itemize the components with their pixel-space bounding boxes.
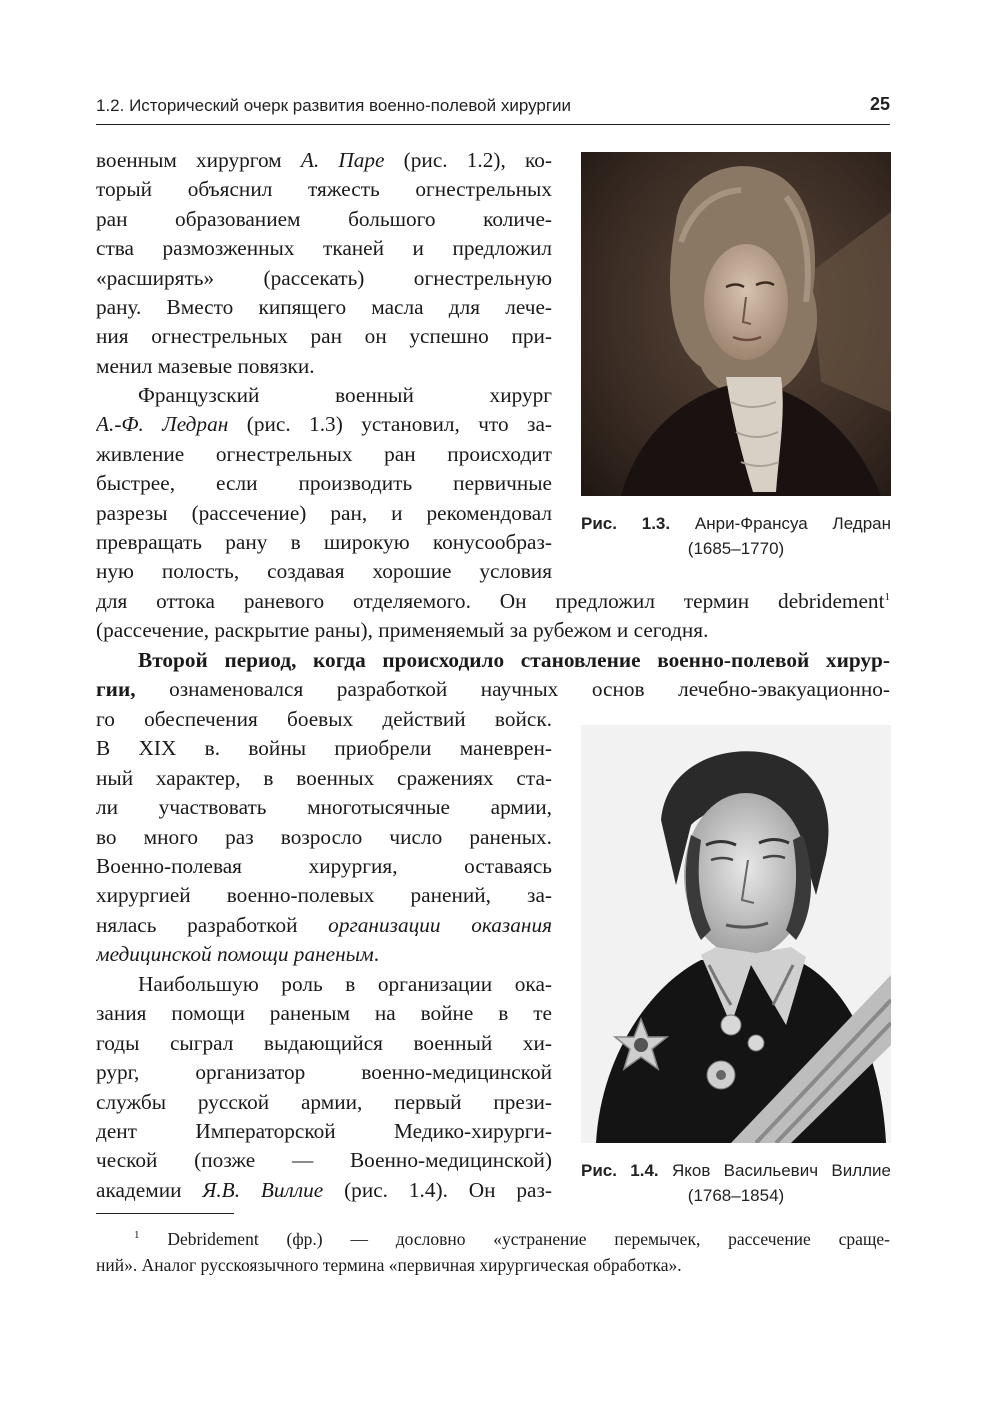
figure-dates: (1768–1854) bbox=[687, 1186, 785, 1205]
text-line: годы сыграл выдающийся военный хи- bbox=[96, 1030, 552, 1055]
text-line: службы русской армии, первый прези- bbox=[96, 1089, 552, 1114]
bold-heading: Второй период, когда происходило становление военно-полевой хирур- bbox=[138, 648, 890, 672]
text-line: хирургией военно-полевых ранений, за- bbox=[96, 883, 552, 908]
portrait-ledran-image bbox=[581, 152, 891, 501]
text-line: А.-Ф. Ледран (рис. 1.3) установил, что за- bbox=[96, 412, 552, 437]
text-line: торый объяснил тяжесть огнестрельных bbox=[96, 177, 552, 202]
text-line: для оттока раневого отделяемого. Он предложил термин debridement$^1$ bbox=[96, 589, 890, 613]
text-line: превращать рану в широкую конусообраз- bbox=[96, 530, 552, 555]
text-line: разрезы (рассечение) ран, и рекомендовал bbox=[96, 500, 552, 525]
italic-name: А.-Ф. Ледран bbox=[96, 412, 229, 437]
footnote bbox=[96, 1226, 890, 1278]
page-number: 25 bbox=[869, 94, 890, 114]
text-line: военным хирургом А. Паре (рис. 1.2), ко- bbox=[96, 148, 552, 172]
paragraph-second-period-cont bbox=[96, 705, 552, 970]
text-line: ли участвовать многотысячные армии, bbox=[96, 795, 552, 820]
caption-line bbox=[581, 511, 891, 536]
text-line: ния огнестрельных ран он успешно при- bbox=[96, 324, 552, 349]
text-line: академии Я.В. Виллие (рис. 1.4). Он раз- bbox=[96, 1177, 552, 1202]
text-line: «расширять» (рассекать) огнестрельную bbox=[96, 265, 552, 290]
figure-dates: (1685–1770) bbox=[687, 539, 785, 558]
running-header bbox=[96, 92, 890, 125]
text-line: ства размозженных тканей и предложил bbox=[96, 236, 552, 261]
figure-person-name: Анри-Франсуа Ледран bbox=[694, 514, 891, 533]
footnote-line: ний». Аналог русскоязычного термина «первичная хирургическая обработка». bbox=[96, 1255, 682, 1275]
text-line: Французский военный хирург bbox=[138, 383, 552, 407]
paragraph-second-period bbox=[96, 646, 890, 705]
italic-name: А. Паре bbox=[300, 148, 385, 172]
header-title: 1.2. Исторический очерк развития военно-полевой хирургии bbox=[96, 96, 572, 115]
text-line: живление огнестрельных ран происходит bbox=[96, 441, 552, 466]
text-line: гии, ознаменовался разработкой научных основ лечебно-эвакуационно- bbox=[96, 677, 890, 702]
text-line: ран образованием большого количе- bbox=[96, 206, 552, 231]
footnote-line: $^1$ Debridement (фр.) — дословно «устранение перемычек, рассечение сраще- bbox=[134, 1229, 890, 1249]
text-line bbox=[96, 646, 890, 675]
paragraph-pare bbox=[96, 146, 552, 381]
text-line: менил мазевые повязки. bbox=[96, 353, 315, 378]
caption-fig-1-4 bbox=[581, 1158, 891, 1208]
figure-label: Рис. 1.4. bbox=[581, 1161, 659, 1180]
text-line: ный характер, в военных сражениях ста- bbox=[96, 765, 552, 790]
footnote-mark: 1 bbox=[134, 1229, 140, 1242]
figure-person-name: Яков Васильевич Виллие bbox=[671, 1161, 891, 1180]
footnote-separator bbox=[96, 1213, 234, 1214]
text-line: медицинской помощи раненым. bbox=[96, 942, 380, 967]
text-line: быстрее, если производить первичные bbox=[96, 471, 552, 496]
footnote-ref: 1 bbox=[884, 590, 890, 603]
text-line: Наибольшую роль в организации ока- bbox=[138, 972, 552, 996]
text-line: дент Императорской Медико-хирурги- bbox=[96, 1119, 552, 1144]
text-line: ческой (позже — Военно-медицинской) bbox=[96, 1148, 552, 1173]
text-line: го обеспечения боевых действий войск. bbox=[96, 707, 552, 731]
figure-label: Рис. 1.3. bbox=[581, 514, 671, 533]
text-line: зания помощи раненым на войне в те bbox=[96, 1001, 552, 1026]
figure-1-3 bbox=[581, 152, 891, 561]
caption-line bbox=[581, 1158, 891, 1183]
paragraph-villie bbox=[96, 970, 552, 1205]
figure-1-4 bbox=[581, 725, 891, 1208]
text-line: ную полость, создавая хорошие условия bbox=[96, 559, 552, 584]
portrait-villie-image bbox=[581, 725, 891, 1148]
paragraph-ledran-cont bbox=[96, 587, 890, 646]
text-line: нялась разработкой организации оказания bbox=[96, 912, 552, 937]
text-line: во много раз возросло число раненых. bbox=[96, 824, 552, 849]
caption-fig-1-3 bbox=[581, 511, 891, 561]
text-line: Военно-полевая хирургия, оставаясь bbox=[96, 854, 552, 879]
text-line: рану. Вместо кипящего масла для лече- bbox=[96, 295, 552, 320]
text-line: рург, организатор военно-медицинской bbox=[96, 1060, 552, 1085]
text-line: В XIX в. войны приобрели маневрен- bbox=[96, 736, 552, 761]
text-line: (рассечение, раскрытие раны), применяемый за рубежом и сегодня. bbox=[96, 618, 709, 643]
paragraph-ledran bbox=[96, 381, 552, 587]
